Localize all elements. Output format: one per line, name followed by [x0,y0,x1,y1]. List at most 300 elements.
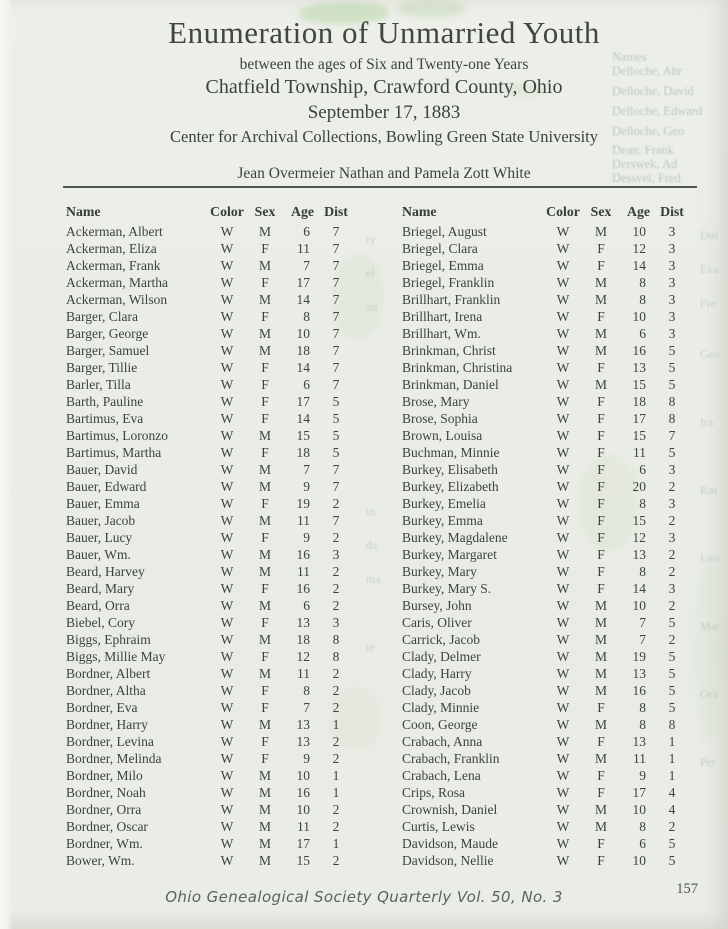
cell-color: W [220,292,234,307]
table-row [66,342,354,359]
bleedthrough-mark: in [366,504,376,518]
cell-name: Bordner, Milo [66,768,143,783]
table-row [66,665,354,682]
cell-color: W [220,343,234,358]
cell-name: Crownish, Daniel [402,802,498,817]
cell-sex: F [261,445,269,460]
cell-name: Bordner, Harry [66,717,148,732]
cell-dist: 5 [668,853,676,868]
cell-color: W [556,445,570,460]
cell-age: 16 [632,683,646,698]
cell-color: W [220,411,234,426]
cell-color: W [556,241,570,256]
cell-name: Brillhart, Franklin [402,292,501,307]
cell-name: Bauer, Jacob [66,513,136,528]
bleedthrough-mark: Mar [700,619,720,633]
bleedthrough-mark: Dul [700,228,718,242]
cell-name: Brown, Louisa [402,428,483,443]
cell-name: Buchman, Minnie [402,445,500,460]
table-row [66,818,354,835]
cell-sex: F [261,649,269,664]
cell-age: 14 [632,258,646,273]
cell-color: W [220,530,234,545]
cell-name: Bordner, Oscar [66,819,148,834]
cell-name: Davidson, Maude [402,836,498,851]
cell-name: Bartimus, Loronzo [66,428,168,443]
cell-name: Burkey, Magdalene [402,530,508,545]
table-row [402,733,690,750]
cell-name: Biebel, Cory [66,615,135,630]
cell-dist: 2 [668,479,676,494]
table-row [66,393,354,410]
column-header-color: Color [210,204,244,219]
cell-dist: 5 [668,360,676,375]
cell-age: 17 [632,411,646,426]
table-row [66,512,354,529]
table-row [402,410,690,427]
cell-name: Ackerman, Eliza [66,241,157,256]
cell-name: Brillhart, Irena [402,309,483,324]
table-row [66,376,354,393]
bleedthrough-mark: Lew [700,551,722,565]
cell-age: 15 [296,428,310,443]
cell-sex: F [597,445,605,460]
enumeration-table-left [66,198,354,869]
table-row [402,716,690,733]
cell-dist: 5 [668,836,676,851]
cell-age: 9 [303,530,310,545]
cell-age: 8 [639,564,646,579]
bleedthrough-mark: Fre [700,296,716,310]
cell-color: W [556,802,570,817]
table-row [402,852,690,869]
cell-dist: 3 [668,326,676,341]
cell-name: Clady, Delmer [402,649,481,664]
cell-color: W [556,360,570,375]
cell-name: Barger, Clara [66,309,138,324]
cell-age: 14 [296,411,310,426]
cell-name: Brinkman, Daniel [402,377,499,392]
table-row [66,784,354,801]
cell-color: W [556,496,570,511]
cell-dist: 5 [668,615,676,630]
cell-sex: M [258,564,271,579]
column-header-color: Color [546,204,580,219]
cell-sex: M [594,683,607,698]
cell-sex: M [594,343,607,358]
cell-age: 6 [639,836,646,851]
cell-sex: F [261,411,269,426]
cell-sex: M [594,819,607,834]
table-row [402,495,690,512]
cell-color: W [556,717,570,732]
cell-sex: F [597,785,605,800]
cell-sex: M [594,292,607,307]
cell-sex: F [261,309,269,324]
cell-sex: F [597,479,605,494]
cell-color: W [220,445,234,460]
bleedthrough-fragment: Derswek, Ad [612,157,678,171]
cell-sex: M [258,666,271,681]
cell-name: Bordner, Melinda [66,751,162,766]
table-row [402,342,690,359]
cell-age: 11 [297,241,310,256]
cell-sex: F [597,564,605,579]
cell-color: W [556,343,570,358]
cell-age: 12 [632,530,646,545]
column-header-name: Name [66,204,101,219]
cell-color: W [556,853,570,868]
cell-name: Crabach, Lena [402,768,481,783]
cell-color: W [220,360,234,375]
cell-age: 18 [296,445,310,460]
cell-sex: F [261,530,269,545]
cell-age: 12 [296,649,310,664]
cell-age: 10 [632,598,646,613]
table-row [402,359,690,376]
cell-dist: 2 [668,513,676,528]
table-row [402,461,690,478]
cell-dist: 5 [332,411,340,426]
cell-age: 8 [639,496,646,511]
cell-color: W [220,326,234,341]
cell-color: W [556,394,570,409]
cell-color: W [556,751,570,766]
cell-dist: 2 [332,734,340,749]
cell-age: 20 [632,479,646,494]
cell-age: 10 [632,853,646,868]
cell-age: 6 [303,377,310,392]
bleedthrough-mark: Ira [700,415,714,429]
cell-name: Barth, Pauline [66,394,144,409]
cell-sex: F [597,360,605,375]
cell-sex: M [258,632,271,647]
cell-sex: F [261,241,269,256]
bleedthrough-mark: Eva [700,262,719,276]
cell-dist: 7 [332,224,340,239]
cell-color: W [220,632,234,647]
subtitle-date: September 17, 1883 [307,102,461,123]
cell-sex: M [258,224,271,239]
table-row [66,750,354,767]
table-row [66,767,354,784]
cell-name: Crabach, Anna [402,734,483,749]
column-header-sex: Sex [590,204,612,219]
cell-dist: 2 [332,666,340,681]
cell-age: 12 [632,241,646,256]
cell-dist: 3 [668,258,676,273]
bleedthrough-mark: ie [366,640,375,654]
cell-age: 7 [639,632,646,647]
cell-color: W [220,717,234,732]
cell-dist: 8 [332,649,340,664]
cell-age: 19 [632,649,646,664]
bleedthrough-fragment: Delloche, Edward [612,104,703,118]
cell-sex: M [594,615,607,630]
cell-age: 16 [296,785,310,800]
cell-dist: 1 [668,734,676,749]
cell-name: Bower, Wm. [66,853,135,868]
cell-sex: F [261,581,269,596]
cell-color: W [556,224,570,239]
cell-dist: 3 [668,224,676,239]
cell-dist: 2 [668,547,676,562]
bleedthrough-mark: el [366,266,375,280]
table-row [402,767,690,784]
column-header-name: Name [402,204,437,219]
cell-color: W [556,258,570,273]
cell-sex: F [597,547,605,562]
cell-color: W [556,377,570,392]
cell-dist: 8 [332,632,340,647]
cell-color: W [220,785,234,800]
cell-age: 11 [297,513,310,528]
cell-color: W [220,394,234,409]
cell-dist: 2 [332,751,340,766]
cell-age: 17 [296,836,310,851]
cell-color: W [556,275,570,290]
cell-name: Coon, George [402,717,478,732]
cell-age: 13 [632,547,646,562]
cell-color: W [556,292,570,307]
cell-sex: M [594,598,607,613]
cell-color: W [220,666,234,681]
cell-age: 18 [296,632,310,647]
table-row [402,665,690,682]
cell-dist: 4 [668,785,676,800]
table-row [402,257,690,274]
cell-dist: 2 [332,683,340,698]
cell-dist: 2 [332,581,340,596]
cell-sex: F [597,530,605,545]
cell-name: Bartimus, Martha [66,445,162,460]
cell-color: W [220,683,234,698]
bleedthrough-mark: Geo [700,347,720,361]
cell-sex: M [258,343,271,358]
cell-dist: 7 [332,479,340,494]
table-row [402,240,690,257]
cell-sex: M [594,751,607,766]
cell-dist: 5 [332,394,340,409]
cell-name: Burkey, Emelia [402,496,486,511]
table-row [66,699,354,716]
cell-age: 15 [632,377,646,392]
cell-dist: 5 [668,666,676,681]
cell-sex: M [594,649,607,664]
cell-color: W [556,326,570,341]
cell-name: Clady, Harry [402,666,472,681]
subtitle-location: Chatfield Township, Crawford County, Ohio [205,76,563,98]
cell-dist: 3 [668,275,676,290]
cell-sex: F [261,700,269,715]
cell-dist: 2 [668,598,676,613]
cell-color: W [556,649,570,664]
subtitle-age-range: between the ages of Six and Twenty-one Years [239,56,529,73]
cell-dist: 3 [668,309,676,324]
cell-age: 8 [639,700,646,715]
cell-sex: F [597,462,605,477]
cell-dist: 5 [668,649,676,664]
cell-name: Bordner, Noah [66,785,146,800]
bleedthrough-fragment: Dessvel, Fred [612,171,681,185]
cell-name: Barger, Samuel [66,343,150,358]
table-row [66,835,354,852]
cell-name: Bursey, John [402,598,472,613]
table-row [402,529,690,546]
cell-age: 17 [632,785,646,800]
table-row [66,291,354,308]
cell-sex: M [258,462,271,477]
cell-name: Briegel, Franklin [402,275,495,290]
cell-age: 9 [639,768,646,783]
table-row [66,495,354,512]
cell-age: 14 [632,581,646,596]
cell-sex: F [597,581,605,596]
cell-name: Burkey, Mary S. [402,581,492,596]
cell-name: Beard, Harvey [66,564,145,579]
cell-name: Brinkman, Christ [402,343,496,358]
table-row [402,699,690,716]
cell-sex: M [594,632,607,647]
table-row [66,444,354,461]
cell-dist: 1 [332,836,340,851]
cell-dist: 2 [668,564,676,579]
cell-age: 15 [632,428,646,443]
cell-age: 15 [296,853,310,868]
cell-color: W [220,649,234,664]
cell-color: W [556,479,570,494]
cell-color: W [220,734,234,749]
table-row [402,750,690,767]
cell-sex: M [594,275,607,290]
cell-age: 10 [632,224,646,239]
cell-sex: F [261,683,269,698]
cell-color: W [220,258,234,273]
table-row [402,223,690,240]
cell-sex: F [597,836,605,851]
cell-sex: F [261,734,269,749]
cell-age: 7 [303,700,310,715]
cell-color: W [556,547,570,562]
cell-name: Brose, Mary [402,394,470,409]
cell-name: Brillhart, Wm. [402,326,481,341]
table-row [66,614,354,631]
cell-name: Crips, Rosa [402,785,466,800]
table-row [402,818,690,835]
cell-dist: 8 [668,717,676,732]
cell-name: Biggs, Ephraim [66,632,151,647]
cell-sex: F [261,360,269,375]
cell-dist: 1 [332,785,340,800]
cell-dist: 3 [668,581,676,596]
cell-age: 16 [632,343,646,358]
cell-color: W [220,462,234,477]
cell-age: 10 [296,326,310,341]
cell-sex: M [258,598,271,613]
table-row [402,325,690,342]
cell-age: 6 [639,326,646,341]
table-row [402,376,690,393]
table-row [402,682,690,699]
cell-dist: 7 [332,326,340,341]
cell-color: W [220,853,234,868]
cell-name: Ackerman, Wilson [66,292,168,307]
cell-dist: 3 [668,496,676,511]
cell-age: 18 [296,343,310,358]
cell-color: W [220,768,234,783]
table-row [402,597,690,614]
cell-sex: F [261,275,269,290]
cell-dist: 5 [668,445,676,460]
cell-age: 18 [632,394,646,409]
cell-name: Beard, Mary [66,581,135,596]
table-row [402,427,690,444]
table-row [66,223,354,240]
cell-name: Burkey, Margaret [402,547,497,562]
journal-citation: Ohio Genealogical Society Quarterly Vol. 50, No. 3 [165,888,563,906]
cell-dist: 7 [332,275,340,290]
cell-sex: M [258,258,271,273]
table-row [66,274,354,291]
cell-color: W [556,564,570,579]
cell-dist: 3 [668,241,676,256]
cell-name: Bauer, David [66,462,138,477]
cell-name: Barger, George [66,326,149,341]
cell-sex: M [258,717,271,732]
cell-name: Bartimus, Eva [66,411,144,426]
cell-name: Crabach, Franklin [402,751,500,766]
cell-color: W [220,241,234,256]
table-row [66,478,354,495]
cell-name: Clady, Minnie [402,700,480,715]
cell-sex: F [597,853,605,868]
table-row [66,580,354,597]
cell-dist: 7 [332,292,340,307]
cell-dist: 7 [332,343,340,358]
cell-age: 19 [296,496,310,511]
cell-age: 17 [296,275,310,290]
cell-color: W [220,275,234,290]
page-left-edge [0,0,13,929]
table-row [402,835,690,852]
cell-dist: 5 [668,377,676,392]
cell-dist: 3 [668,462,676,477]
cell-dist: 3 [668,530,676,545]
table-row [66,648,354,665]
cell-color: W [220,581,234,596]
cell-color: W [556,785,570,800]
cell-name: Bordner, Wm. [66,836,143,851]
cell-name: Bordner, Eva [66,700,138,715]
cell-age: 9 [303,751,310,766]
cell-name: Bauer, Wm. [66,547,131,562]
table-row [402,512,690,529]
cell-dist: 5 [668,700,676,715]
cell-age: 16 [296,581,310,596]
cell-name: Curtis, Lewis [402,819,475,834]
cell-age: 10 [296,768,310,783]
cell-dist: 5 [668,343,676,358]
cell-color: W [220,615,234,630]
table-row [66,359,354,376]
cell-color: W [556,819,570,834]
cell-dist: 2 [332,853,340,868]
cell-dist: 7 [332,258,340,273]
cell-sex: M [258,836,271,851]
table-header-row [402,198,690,223]
bleedthrough-fragment: Delloche, Geo [612,124,685,138]
cell-color: W [556,462,570,477]
